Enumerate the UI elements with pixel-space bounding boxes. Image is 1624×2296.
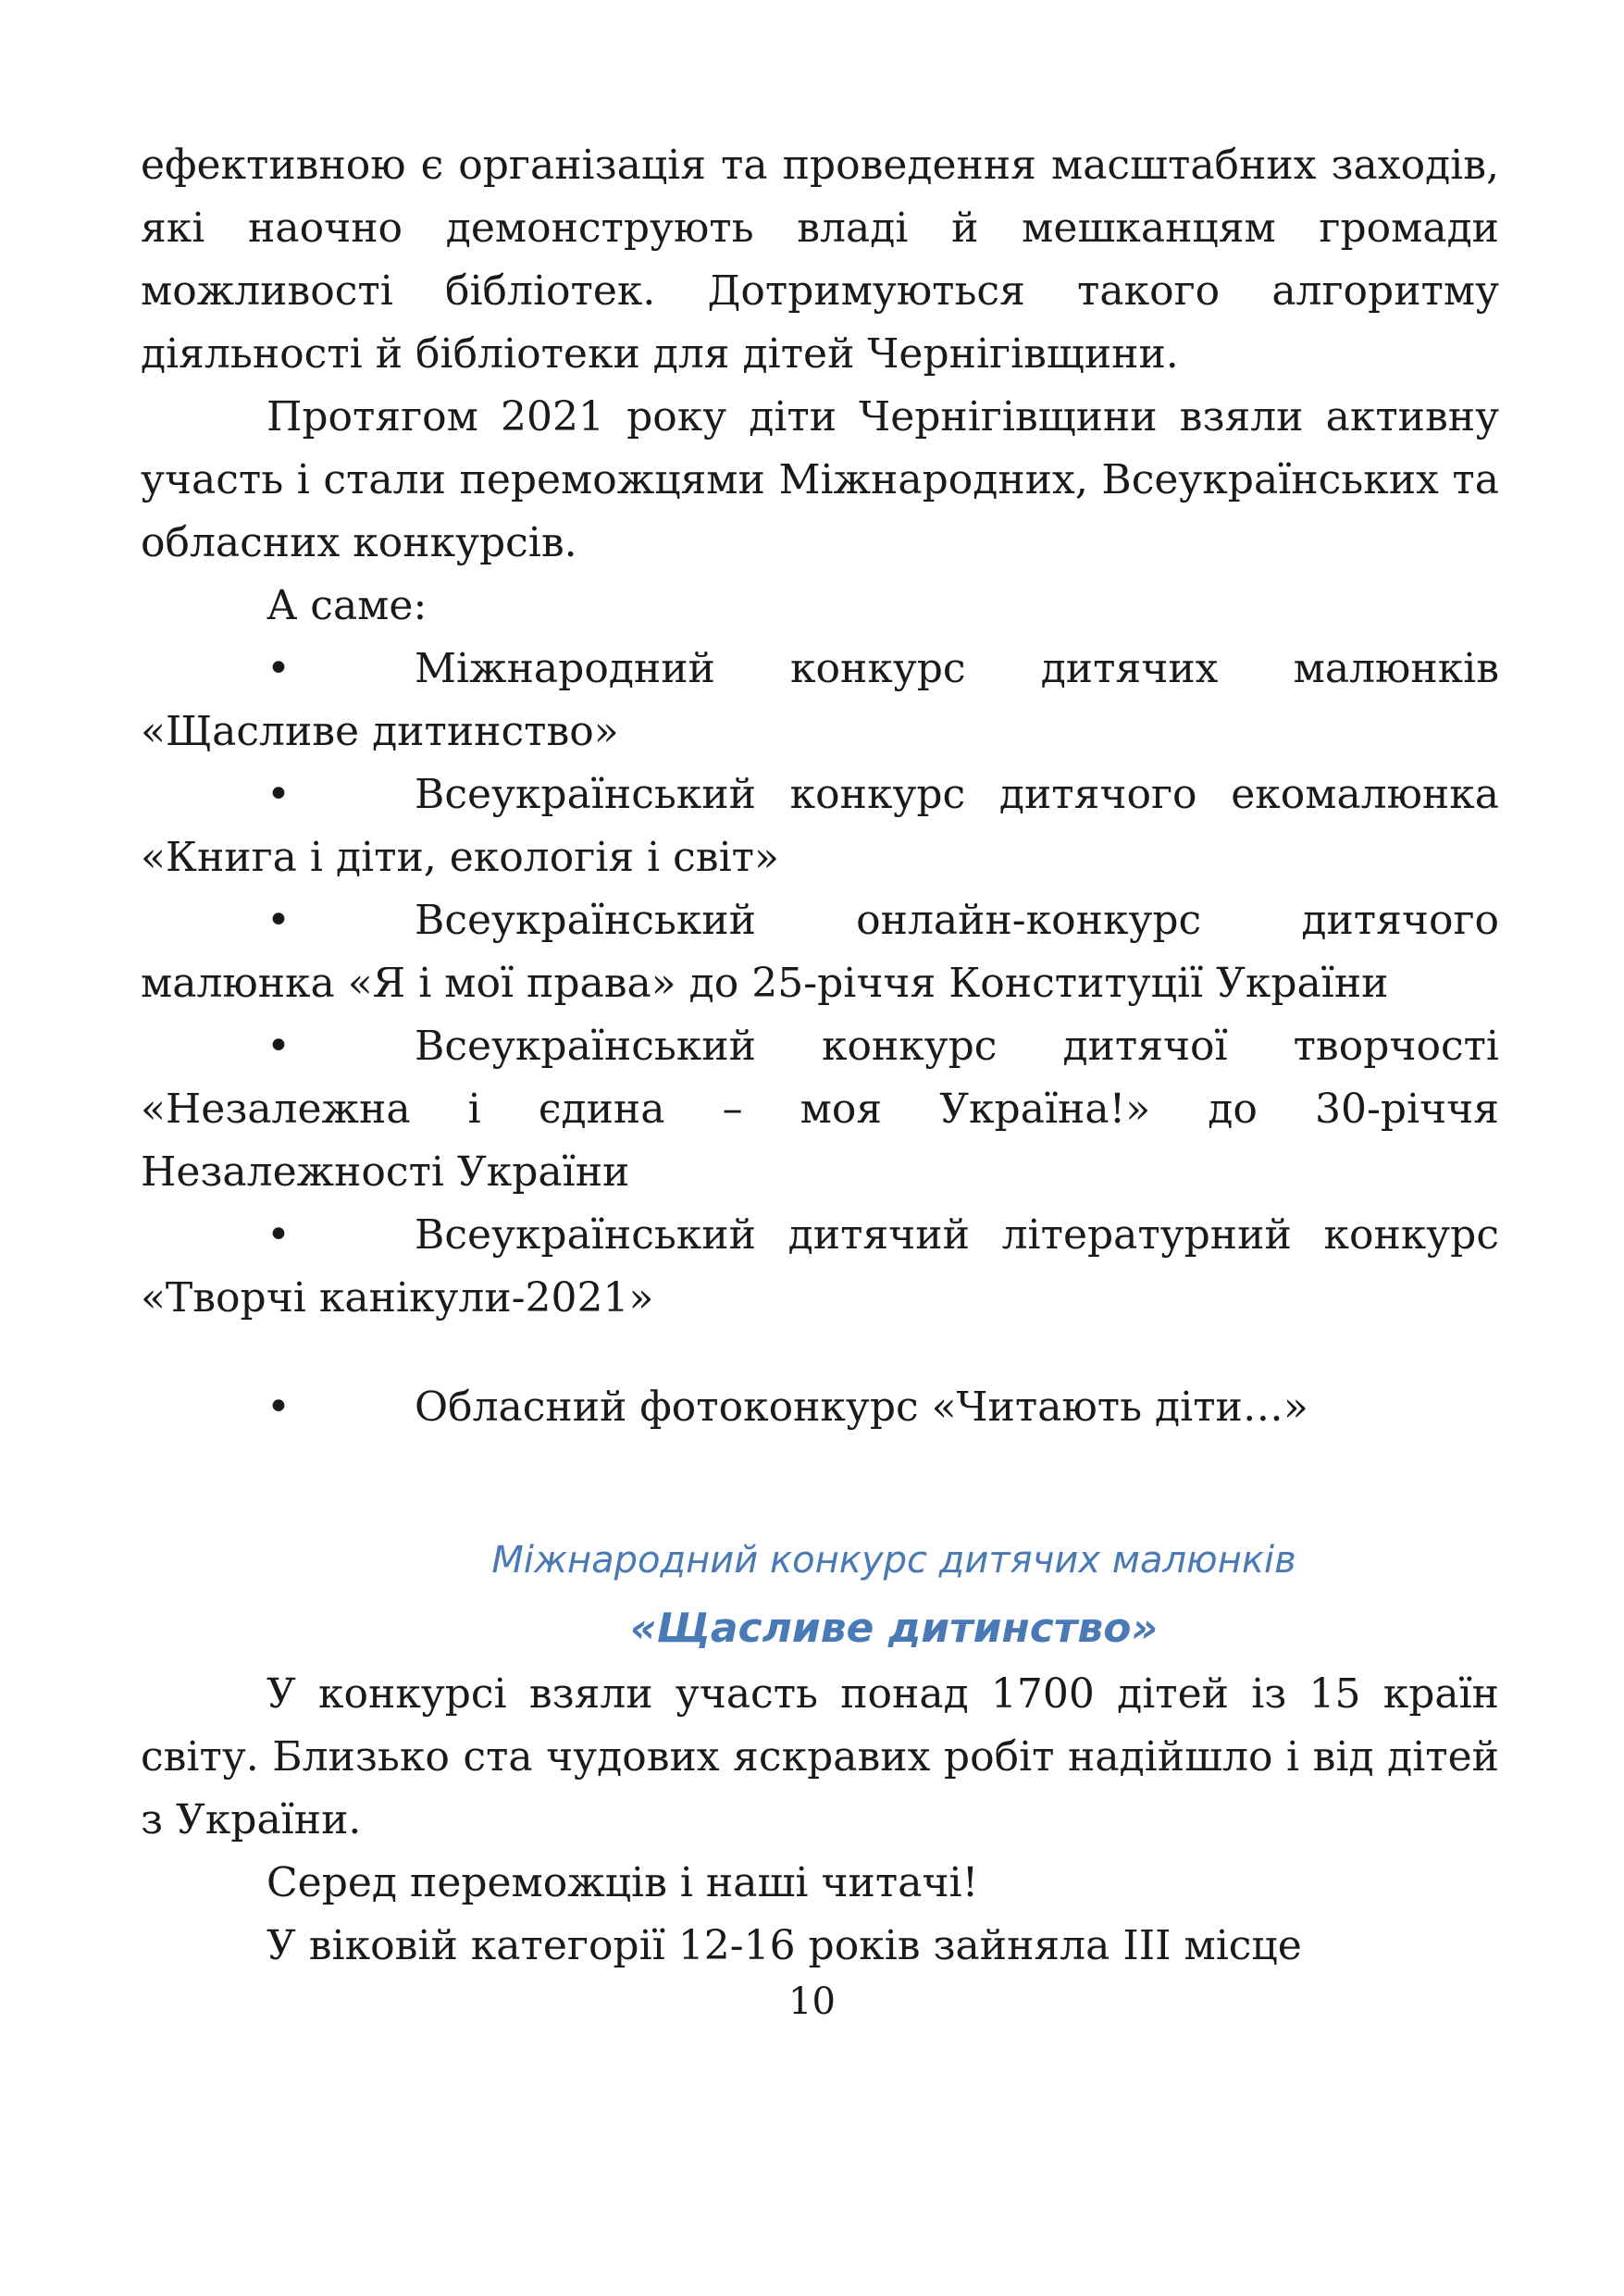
contest-text: Обласний фотоконкурс «Читають діти…» xyxy=(415,1384,1308,1431)
paragraph-participation: Протягом 2021 року діти Чернігівщини взяли активну участь і стали переможцями Міжнародних, Всеукраїнських та обласних конкурсів. xyxy=(141,393,1499,566)
contest-text: Міжнародний конкурс дитячих малюнків «Щасливе дитинство» xyxy=(141,645,1499,755)
section-heading xyxy=(141,1526,1499,1663)
contest-text: Всеукраїнський конкурс дитячого екомалюнка «Книга і діти, екологія і світ» xyxy=(141,771,1499,881)
list-item xyxy=(141,638,1499,763)
list-item xyxy=(141,763,1499,889)
list-item xyxy=(141,889,1499,1015)
bullet-icon: • xyxy=(267,645,291,692)
section-heading-line2: «Щасливе дитинство» xyxy=(629,1605,1159,1652)
section-heading-line1: Міжнародний конкурс дитячих малюнків xyxy=(491,1539,1296,1582)
paragraph-intro: ефективною є організація та проведення масштабних заходів, які наочно демонструють владі й мешканцям громади можливості бібліотек. Дотримуються такого алгоритму діяльності й бібліотеки для дітей Чернігівщини. xyxy=(141,142,1499,378)
list-item xyxy=(141,1204,1499,1330)
contest-text: Всеукраїнський конкурс дитячої творчості «Незалежна і єдина – моя Україна!» до 30-річчя Незалежності України xyxy=(141,1023,1499,1196)
paragraph-winners: Серед переможців і наші читачі! xyxy=(267,1859,979,1906)
page-number: 10 xyxy=(788,1980,836,2023)
document-page xyxy=(141,134,1499,1978)
list-item xyxy=(141,1015,1499,1204)
contest-text: Всеукраїнський дитячий літературний конкурс «Творчі канікули-2021» xyxy=(141,1211,1499,1322)
bullet-icon: • xyxy=(267,771,291,818)
paragraph-participants: У конкурсі взяли участь понад 1700 дітей із 15 країн світу. Близько ста чудових яскравих робіт надійшло і від дітей з України. xyxy=(141,1670,1499,1843)
bullet-icon: • xyxy=(267,1384,291,1431)
paragraph-namely: А саме: xyxy=(267,582,428,629)
bullet-icon: • xyxy=(267,1023,291,1070)
bullet-icon: • xyxy=(267,1211,291,1259)
contest-text: Всеукраїнський онлайн-конкурс дитячого малюнка «Я і мої права» до 25-річчя Конституції України xyxy=(141,897,1499,1007)
list-item xyxy=(141,1376,1499,1439)
paragraph-age-category: У віковій категорії 12-16 років зайняла ІІІ місце xyxy=(267,1922,1302,1969)
bullet-icon: • xyxy=(267,897,291,944)
contest-list xyxy=(141,638,1499,1439)
